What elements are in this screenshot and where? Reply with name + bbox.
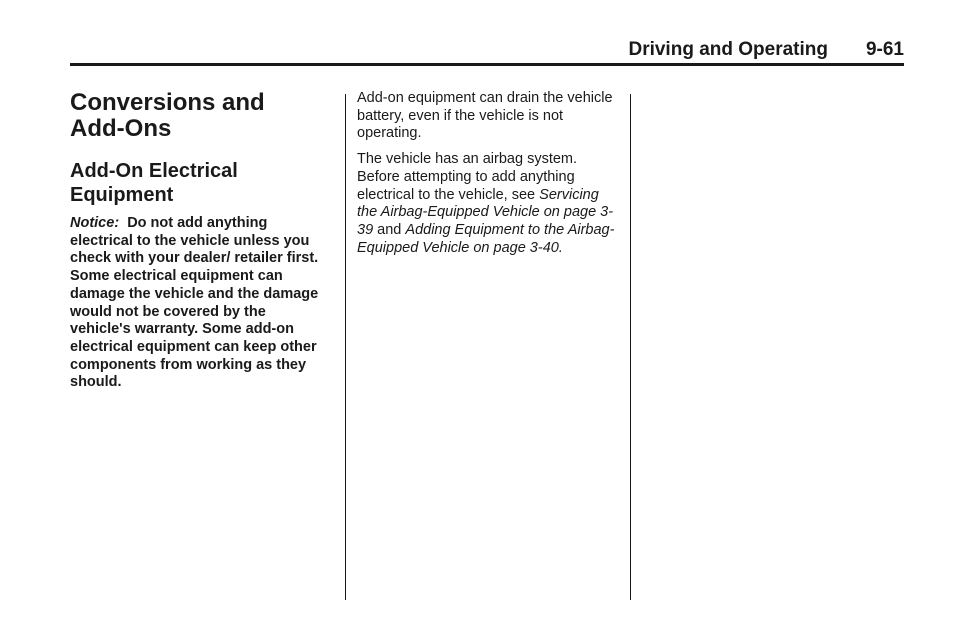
period-text: . bbox=[558, 239, 563, 256]
page-number: 9-61 bbox=[865, 39, 904, 60]
page-header bbox=[70, 36, 904, 64]
page-title-line2: Add-Ons bbox=[70, 115, 172, 142]
airbag-servicing-link[interactable]: Servicing the Airbag-Equipped Vehicle on page 3-39 bbox=[357, 186, 614, 238]
page-title-line1: Conversions and bbox=[70, 89, 265, 116]
and-text: and bbox=[377, 221, 402, 238]
middle-column bbox=[357, 90, 619, 265]
section-heading-line1: Add-On Electrical bbox=[70, 160, 238, 182]
notice-paragraph bbox=[70, 215, 326, 392]
column-divider-1 bbox=[345, 94, 346, 600]
left-column bbox=[70, 90, 326, 392]
adding-equipment-link[interactable]: Adding Equipment to the Airbag-Equipped Vehicle on page 3-40 bbox=[357, 221, 615, 256]
column-divider-2 bbox=[630, 94, 631, 600]
header-divider bbox=[70, 63, 904, 66]
notice-label: Notice: bbox=[70, 215, 120, 231]
section-heading-line2: Equipment bbox=[70, 184, 174, 206]
section-heading bbox=[70, 159, 326, 207]
section-title: Driving and Operating bbox=[628, 39, 828, 60]
airbag-text: The vehicle has an airbag system. Before attempting to add anything electrical to the vehicle, see bbox=[357, 151, 578, 203]
notice-text: Do not add anything electrical to the vehicle unless you check with your dealer/ retailer first. Some electrical equipment can damage the vehicle and the damage would not be covered by the vehicle's warranty. Some add-on electrical equipment can keep other components from working as they should. bbox=[70, 215, 319, 391]
airbag-paragraph bbox=[357, 151, 619, 257]
page-title bbox=[70, 90, 326, 142]
battery-paragraph: Add-on equipment can drain the vehicle battery, even if the vehicle is not operating. bbox=[357, 90, 613, 142]
